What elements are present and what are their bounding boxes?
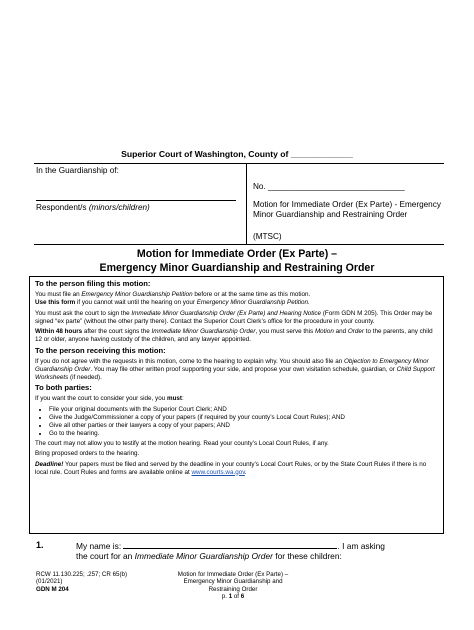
- instruction-paragraph: Bring proposed orders to the hearing.: [35, 450, 140, 457]
- footer-title-line: Emergency Minor Guardianship and: [183, 578, 283, 586]
- caption-motion-title: Motion for Immediate Order (Ex Parte) - Emergency Minor Guardianship and Restraining Order: [253, 200, 441, 220]
- item-number: 1.: [36, 540, 44, 550]
- instruction-paragraph: You must ask the court to sign the Immediate Minor Guardianship Order (Ex Parte) and Hearing Notice (Form GDN M 205). This Order may be signed “ex parte” (without the other party there). Contact the Superior Court Clerk’s office for the procedure in your county.: [35, 309, 433, 325]
- item1-request-line: the court for an Immediate Minor Guardianship Order for these children:: [76, 551, 342, 561]
- section-heading-receiving: To the person receiving this motion:: [35, 345, 166, 355]
- in-the-guardianship-label: In the Guardianship of:: [36, 166, 119, 175]
- court-title: Superior Court of Washington, County of _____________: [121, 149, 353, 159]
- footer-statute: RCW 11.130.225; .257; CR 65(b): [36, 571, 128, 578]
- instruction-paragraph: If you want the court to consider your side, you must:: [35, 395, 184, 402]
- caption-left-bottom-divider: [34, 244, 246, 245]
- case-number-field[interactable]: No. ______________________________: [253, 182, 405, 191]
- respondent-name-line[interactable]: [36, 200, 236, 201]
- section-heading-filing: To the person filing this motion:: [35, 279, 151, 288]
- respondent-label: Respondent/s (minors/children): [36, 203, 150, 212]
- list-item: • Give the Judge/Commissioner a copy of your papers (if required by your county’s Local Court Rules); AND: [49, 414, 438, 422]
- footer-title-line: Motion for Immediate Order (Ex Parte) –: [177, 571, 289, 578]
- instruction-paragraph: If you do not agree with the requests in this motion, come to the hearing to explain why. You should also file an Objection to Emergency Minor Guardianship Order. You may file other written proof supporting your side, and propose your own visitation schedule, guardian, or Child Support Worksheets (if needed).: [35, 357, 435, 381]
- list-item: • File your original documents with the Superior Court Clerk; AND: [49, 406, 438, 414]
- courts-website-link[interactable]: www.courts.wa.gov: [191, 468, 245, 476]
- document-title-line2: Emergency Minor Guardianship and Restraining Order: [99, 262, 375, 274]
- footer-title-line: Restraining Order: [208, 585, 258, 593]
- instruction-paragraph: You must file an Emergency Minor Guardianship Petition before or at the same time as this motion. Use this form if you cannot wait until the hearing on your Emergency Minor Guardianship Petition.: [35, 291, 311, 306]
- footer-date: (01/2021): [36, 578, 63, 586]
- footer-form-number: GDN M 204: [36, 585, 69, 593]
- requirements-list: [35, 406, 438, 438]
- caption-vertical-divider: [246, 163, 247, 245]
- page-number: p. 1 of 6: [221, 593, 245, 601]
- section-heading-both: To both parties:: [35, 383, 92, 392]
- footer-left: [36, 571, 127, 593]
- caption-top-divider: [34, 163, 444, 164]
- instructions-box: [29, 276, 444, 534]
- footer-center: [158, 571, 308, 601]
- document-title-line1: Motion for Immediate Order (Ex Parte) –: [136, 248, 338, 260]
- list-item: • Give all other parties or their lawyers a copy of your papers; AND: [49, 422, 438, 430]
- name-input-line[interactable]: [123, 540, 337, 549]
- deadline-paragraph: Deadline! Your papers must be filed and served by the deadline in your county’s Local Court Rules, or by the State Court Rules if there is no local rule. Court Rules and forms are available online at www.courts.wa.gov.: [35, 460, 427, 476]
- instruction-paragraph: Within 48 hours after the court signs the Immediate Minor Guardianship Order, you must serve this Motion and Order to the parents, any child 12 or older, anyone having custody of the children, and any lawyer appointed.: [35, 328, 433, 343]
- form-code: (MTSC): [253, 232, 282, 241]
- instruction-paragraph: The court may not allow you to testify at the motion hearing. Read your county’s Local Court Rules, if any.: [35, 439, 329, 447]
- list-item: • Go to the hearing.: [49, 430, 438, 438]
- caption-right-bottom-divider: [246, 244, 444, 245]
- item1-name-line: My name is: . I am asking: [76, 541, 385, 551]
